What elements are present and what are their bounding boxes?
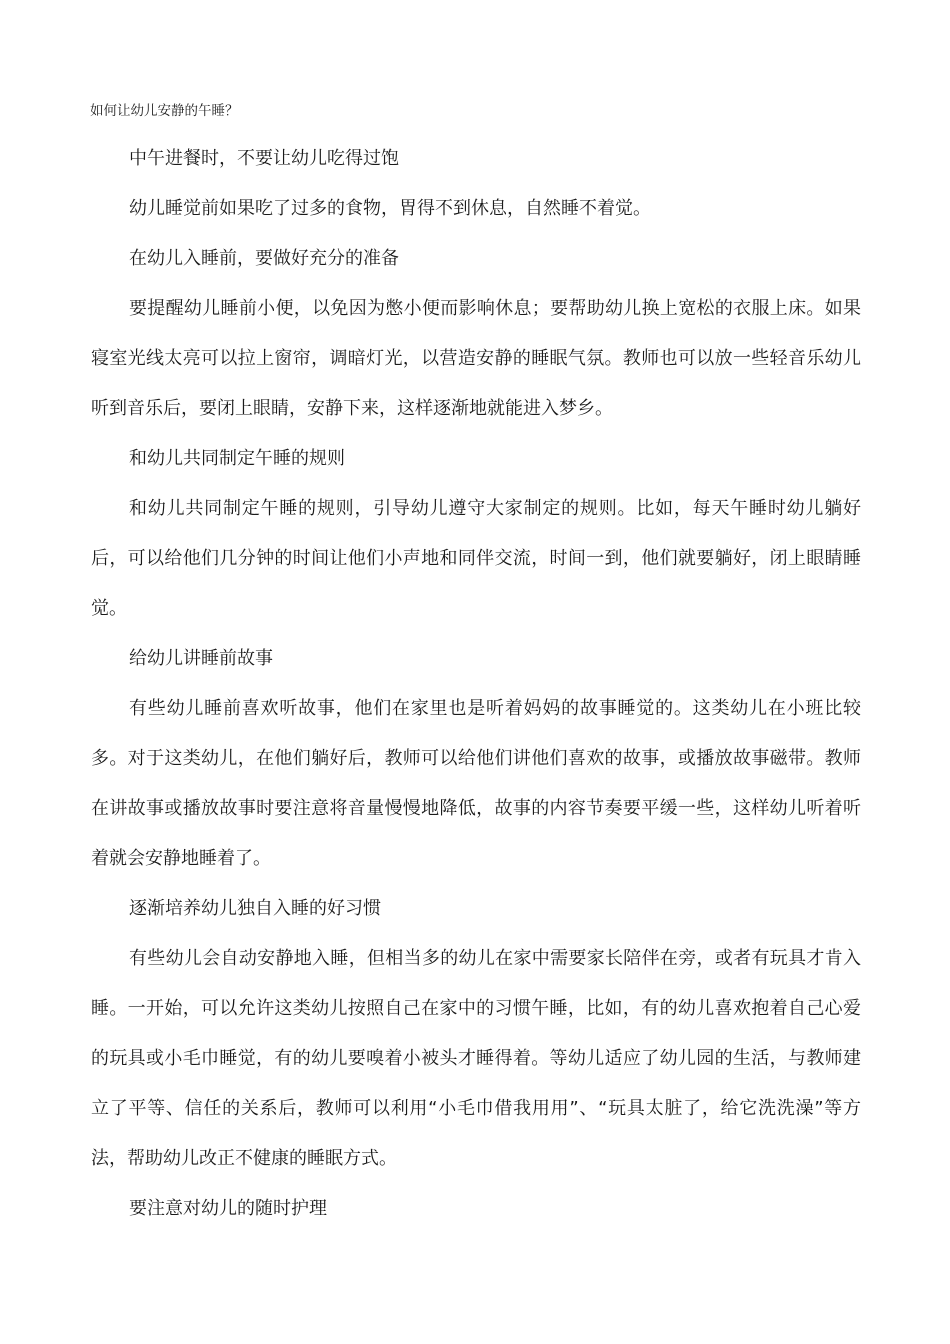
section-body-rules: 和幼儿共同制定午睡的规则，引导幼儿遵守大家制定的规则。比如，每天午睡时幼儿躺好后，可以给他们几分钟的时间让他们小声地和同伴交流，时间一到，他们就要躺好，闭上眼睛睡觉。 bbox=[91, 498, 861, 619]
section-body-independent-sleep: 有些幼儿会自动安静地入睡，但相当多的幼儿在家中需要家长陪伴在旁，或者有玩具才肯入睡。一开始，可以允许这类幼儿按照自己在家中的习惯午睡，比如，有的幼儿喜欢抱着自己心爱的玩具或小毛巾睡觉，有的幼儿要嗅着小被头才睡得着。等幼儿适应了幼儿园的生活，与教师建立了平等、信任的关系后，教师可以利用“小毛巾借我用用”、“玩具太脏了，给它洗洗澡”等方法，帮助幼儿改正不健康的睡眠方式。 bbox=[91, 948, 861, 1169]
section-heading-bedtime-story: 给幼儿讲睡前故事 bbox=[129, 648, 273, 669]
section-heading-preparation: 在幼儿入睡前，要做好充分的准备 bbox=[129, 248, 399, 269]
section-heading-care: 要注意对幼儿的随时护理 bbox=[129, 1198, 327, 1219]
section-body-bedtime-story: 有些幼儿睡前喜欢听故事，他们在家里也是听着妈妈的故事睡觉的。这类幼儿在小班比较多。对于这类幼儿，在他们躺好后，教师可以给他们讲他们喜欢的故事，或播放故事磁带。教师在讲故事或播放故事时要注意将音量慢慢地降低，故事的内容节奏要平缓一些，这样幼儿听着听着就会安静地睡着了。 bbox=[91, 698, 861, 869]
document-body bbox=[91, 134, 861, 1234]
document-title: 如何让幼儿安静的午睡？ bbox=[90, 103, 239, 119]
section-body-preparation: 要提醒幼儿睡前小便，以免因为憋小便而影响休息；要帮助幼儿换上宽松的衣服上床。如果寝室光线太亮可以拉上窗帘，调暗灯光，以营造安静的睡眠气氛。教师也可以放一些轻音乐幼儿听到音乐后，要闭上眼睛，安静下来，这样逐渐地就能进入梦乡。 bbox=[91, 298, 861, 419]
section-heading-meal: 中午进餐时，不要让幼儿吃得过饱 bbox=[129, 148, 399, 169]
section-heading-independent-sleep: 逐渐培养幼儿独自入睡的好习惯 bbox=[129, 898, 381, 919]
section-body-meal: 幼儿睡觉前如果吃了过多的食物，胃得不到休息，自然睡不着觉。 bbox=[129, 198, 651, 219]
section-heading-rules: 和幼儿共同制定午睡的规则 bbox=[129, 448, 345, 469]
